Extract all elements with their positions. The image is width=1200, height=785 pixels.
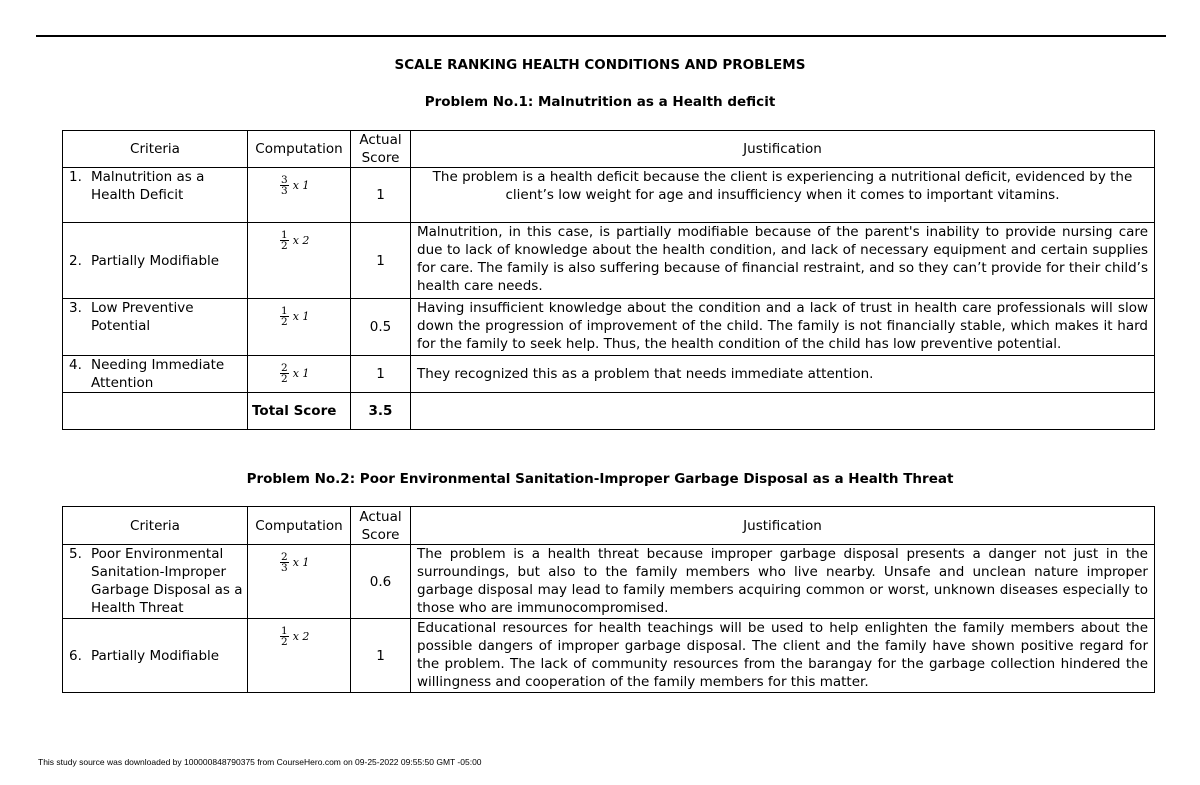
- table-row: [63, 168, 1155, 223]
- computation-cell: [248, 223, 351, 299]
- criteria-number: 3.: [69, 300, 82, 316]
- computation-cell: [248, 545, 351, 619]
- fraction-numerator: 2: [281, 551, 288, 563]
- top-rule: [36, 35, 1166, 37]
- fraction-denominator: 2: [281, 316, 288, 328]
- criteria-cell: [63, 168, 248, 223]
- fraction-denominator: 3: [281, 562, 288, 574]
- header-criteria: Criteria: [63, 507, 248, 545]
- justification-cell: The problem is a health threat because improper garbage disposal presents a danger not just in the surroundings, but also to the family members who live nearby. Unsafe and unclean nature improper garbage disposal may lead to family members acquiring common or worst, unknown diseases especially to those who are immunocompromised.: [411, 545, 1155, 619]
- fraction-numerator: 1: [281, 229, 288, 241]
- header-actual-score: Actual Score: [351, 131, 411, 168]
- computation-cell: [248, 299, 351, 356]
- multiplier: x 1: [292, 367, 310, 380]
- problem2-table: [62, 506, 1155, 693]
- total-row: [63, 393, 1155, 430]
- fraction-denominator: 2: [281, 373, 288, 385]
- total-label: Total Score: [248, 393, 351, 430]
- criteria-text: Partially Modifiable: [91, 647, 220, 664]
- criteria-text: Low Preventive Potential: [91, 300, 194, 334]
- header-justification: Justification: [411, 507, 1155, 545]
- criteria-cell: [63, 356, 248, 393]
- fraction-numerator: 3: [281, 174, 288, 186]
- computation-cell: [248, 356, 351, 393]
- criteria-number: 1.: [69, 169, 82, 185]
- criteria-cell: [63, 223, 248, 299]
- header-computation: Computation: [248, 507, 351, 545]
- problem1-table: [62, 130, 1155, 430]
- table-row: [63, 223, 1155, 299]
- header-computation: Computation: [248, 131, 351, 168]
- fraction-numerator: 2: [281, 362, 288, 374]
- fraction-numerator: 1: [281, 625, 288, 637]
- empty-cell: [411, 393, 1155, 430]
- criteria-number: 2.: [69, 252, 82, 269]
- computation-formula: [280, 175, 309, 196]
- header-justification: Justification: [411, 131, 1155, 168]
- score-cell: 1: [351, 223, 411, 299]
- header-criteria: Criteria: [63, 131, 248, 168]
- multiplier: x 2: [292, 234, 310, 247]
- multiplier: x 1: [292, 310, 310, 323]
- criteria-number: 4.: [69, 357, 82, 373]
- justification-cell: The problem is a health deficit because the client is experiencing a nutritional deficit, evidenced by the client’s low weight for age and insufficiency when it comes to important vitamins.: [411, 168, 1155, 223]
- multiplier: x 1: [292, 556, 310, 569]
- computation-formula: [280, 230, 309, 251]
- computation-cell: [248, 168, 351, 223]
- justification-cell: Having insufficient knowledge about the condition and a lack of trust in health care professionals will slow down the progression of improvement of the child. The family is not financially stable, which makes it hard for the family to seek help. Thus, the health condition of the child has low preventive potential.: [411, 299, 1155, 356]
- table-row: [63, 356, 1155, 393]
- score-cell: 0.5: [351, 299, 411, 356]
- computation-formula: [280, 363, 309, 384]
- table-row: [63, 619, 1155, 693]
- table-header-row: [63, 131, 1155, 168]
- criteria-number: 5.: [69, 546, 82, 562]
- justification-cell: They recognized this as a problem that needs immediate attention.: [411, 356, 1155, 393]
- criteria-text: Poor Environmental Sanitation-Improper Garbage Disposal as a Health Threat: [91, 546, 243, 616]
- criteria-text: Partially Modifiable: [91, 252, 220, 269]
- computation-formula: [280, 306, 309, 327]
- table-header-row: [63, 507, 1155, 545]
- fraction-denominator: 2: [281, 240, 288, 252]
- computation-formula: [280, 552, 309, 573]
- computation-formula: [280, 626, 309, 647]
- computation-cell: [248, 619, 351, 693]
- multiplier: x 2: [292, 630, 310, 643]
- criteria-cell: [63, 299, 248, 356]
- table-row: [63, 545, 1155, 619]
- problem1-heading: Problem No.1: Malnutrition as a Health deficit: [424, 94, 776, 110]
- score-cell: 1: [351, 619, 411, 693]
- criteria-cell: [63, 545, 248, 619]
- total-value: 3.5: [351, 393, 411, 430]
- score-cell: 1: [351, 168, 411, 223]
- empty-cell: [63, 393, 248, 430]
- header-actual-score: Actual Score: [351, 507, 411, 545]
- justification-cell: Malnutrition, in this case, is partially modifiable because of the parent's inability to provide nursing care due to lack of knowledge about the health condition, and lack of necessary equipment and certain supplies for care. The family is also suffering because of financial restraint, and so they can’t provide for their child’s health care needs.: [411, 223, 1155, 299]
- score-cell: 1: [351, 356, 411, 393]
- criteria-cell: [63, 619, 248, 693]
- fraction-denominator: 2: [281, 636, 288, 648]
- criteria-text: Malnutrition as a Health Deficit: [91, 169, 205, 203]
- criteria-text: Needing Immediate Attention: [91, 357, 225, 391]
- multiplier: x 1: [292, 179, 310, 192]
- document-title: SCALE RANKING HEALTH CONDITIONS AND PROBLEMS: [394, 57, 806, 73]
- fraction-numerator: 1: [281, 305, 288, 317]
- table-row: [63, 299, 1155, 356]
- download-footer: This study source was downloaded by 100000848790375 from CourseHero.com on 09-25-2022 09:55:50 GMT -05:00: [38, 757, 482, 767]
- justification-cell: Educational resources for health teachings will be used to help enlighten the family members about the possible dangers of improper garbage disposal. The client and the family have shown positive regard for the problem. The lack of community resources from the barangay for the garbage collection hindered the willingness and cooperation of the family members for this matter.: [411, 619, 1155, 693]
- fraction-denominator: 3: [281, 185, 288, 197]
- criteria-number: 6.: [69, 647, 82, 664]
- problem2-heading: Problem No.2: Poor Environmental Sanitation-Improper Garbage Disposal as a Health Threat: [246, 471, 954, 487]
- score-cell: 0.6: [351, 545, 411, 619]
